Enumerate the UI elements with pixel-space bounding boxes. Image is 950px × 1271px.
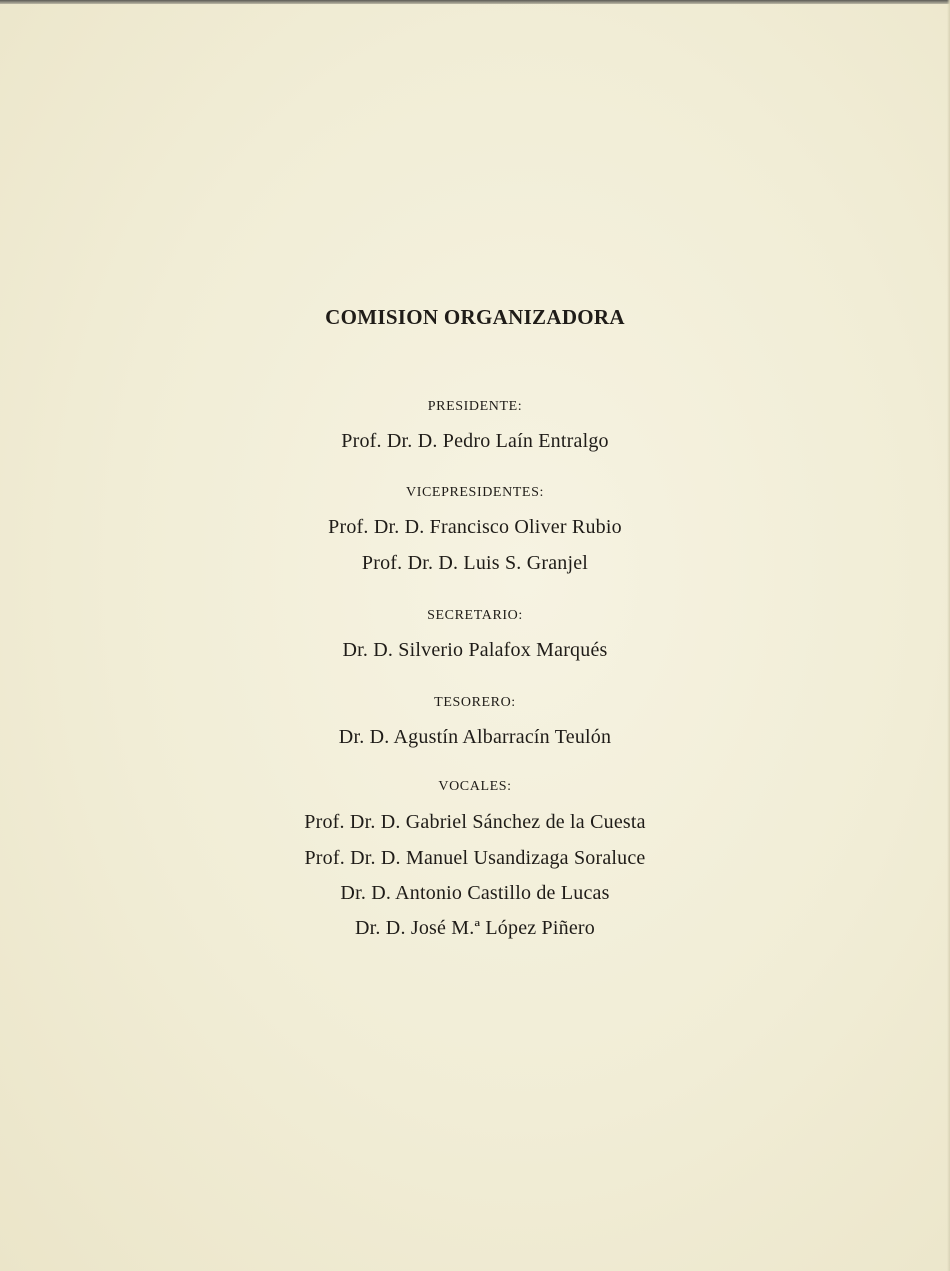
presidente-label: PRESIDENTE: — [427, 399, 523, 414]
vocal-name: Prof. Dr. D. Manuel Usandizaga Soraluce — [304, 847, 646, 869]
presidente-name: Prof. Dr. D. Pedro Laín Entralgo — [341, 430, 609, 452]
vocal-name: Dr. D. Antonio Castillo de Lucas — [340, 882, 610, 904]
vocales-label: VOCALES: — [438, 779, 512, 794]
vocal-name: Dr. D. José M.ª López Piñero — [355, 917, 595, 939]
vocal-name: Prof. Dr. D. Gabriel Sánchez de la Cuesta — [304, 811, 646, 833]
secretario-name: Dr. D. Silverio Palafox Marqués — [342, 639, 608, 661]
scan-top-edge — [0, 0, 950, 4]
page-title: COMISION ORGANIZADORA — [325, 305, 625, 329]
tesorero-name: Dr. D. Agustín Albarracín Teulón — [338, 726, 612, 748]
vicepresidente-name: Prof. Dr. D. Francisco Oliver Rubio — [328, 516, 622, 538]
secretario-label: SECRETARIO: — [427, 608, 523, 623]
vicepresidente-name: Prof. Dr. D. Luis S. Granjel — [361, 552, 589, 574]
vicepresidentes-label: VICEPRESIDENTES: — [406, 485, 544, 500]
tesorero-label: TESORERO: — [434, 695, 516, 710]
